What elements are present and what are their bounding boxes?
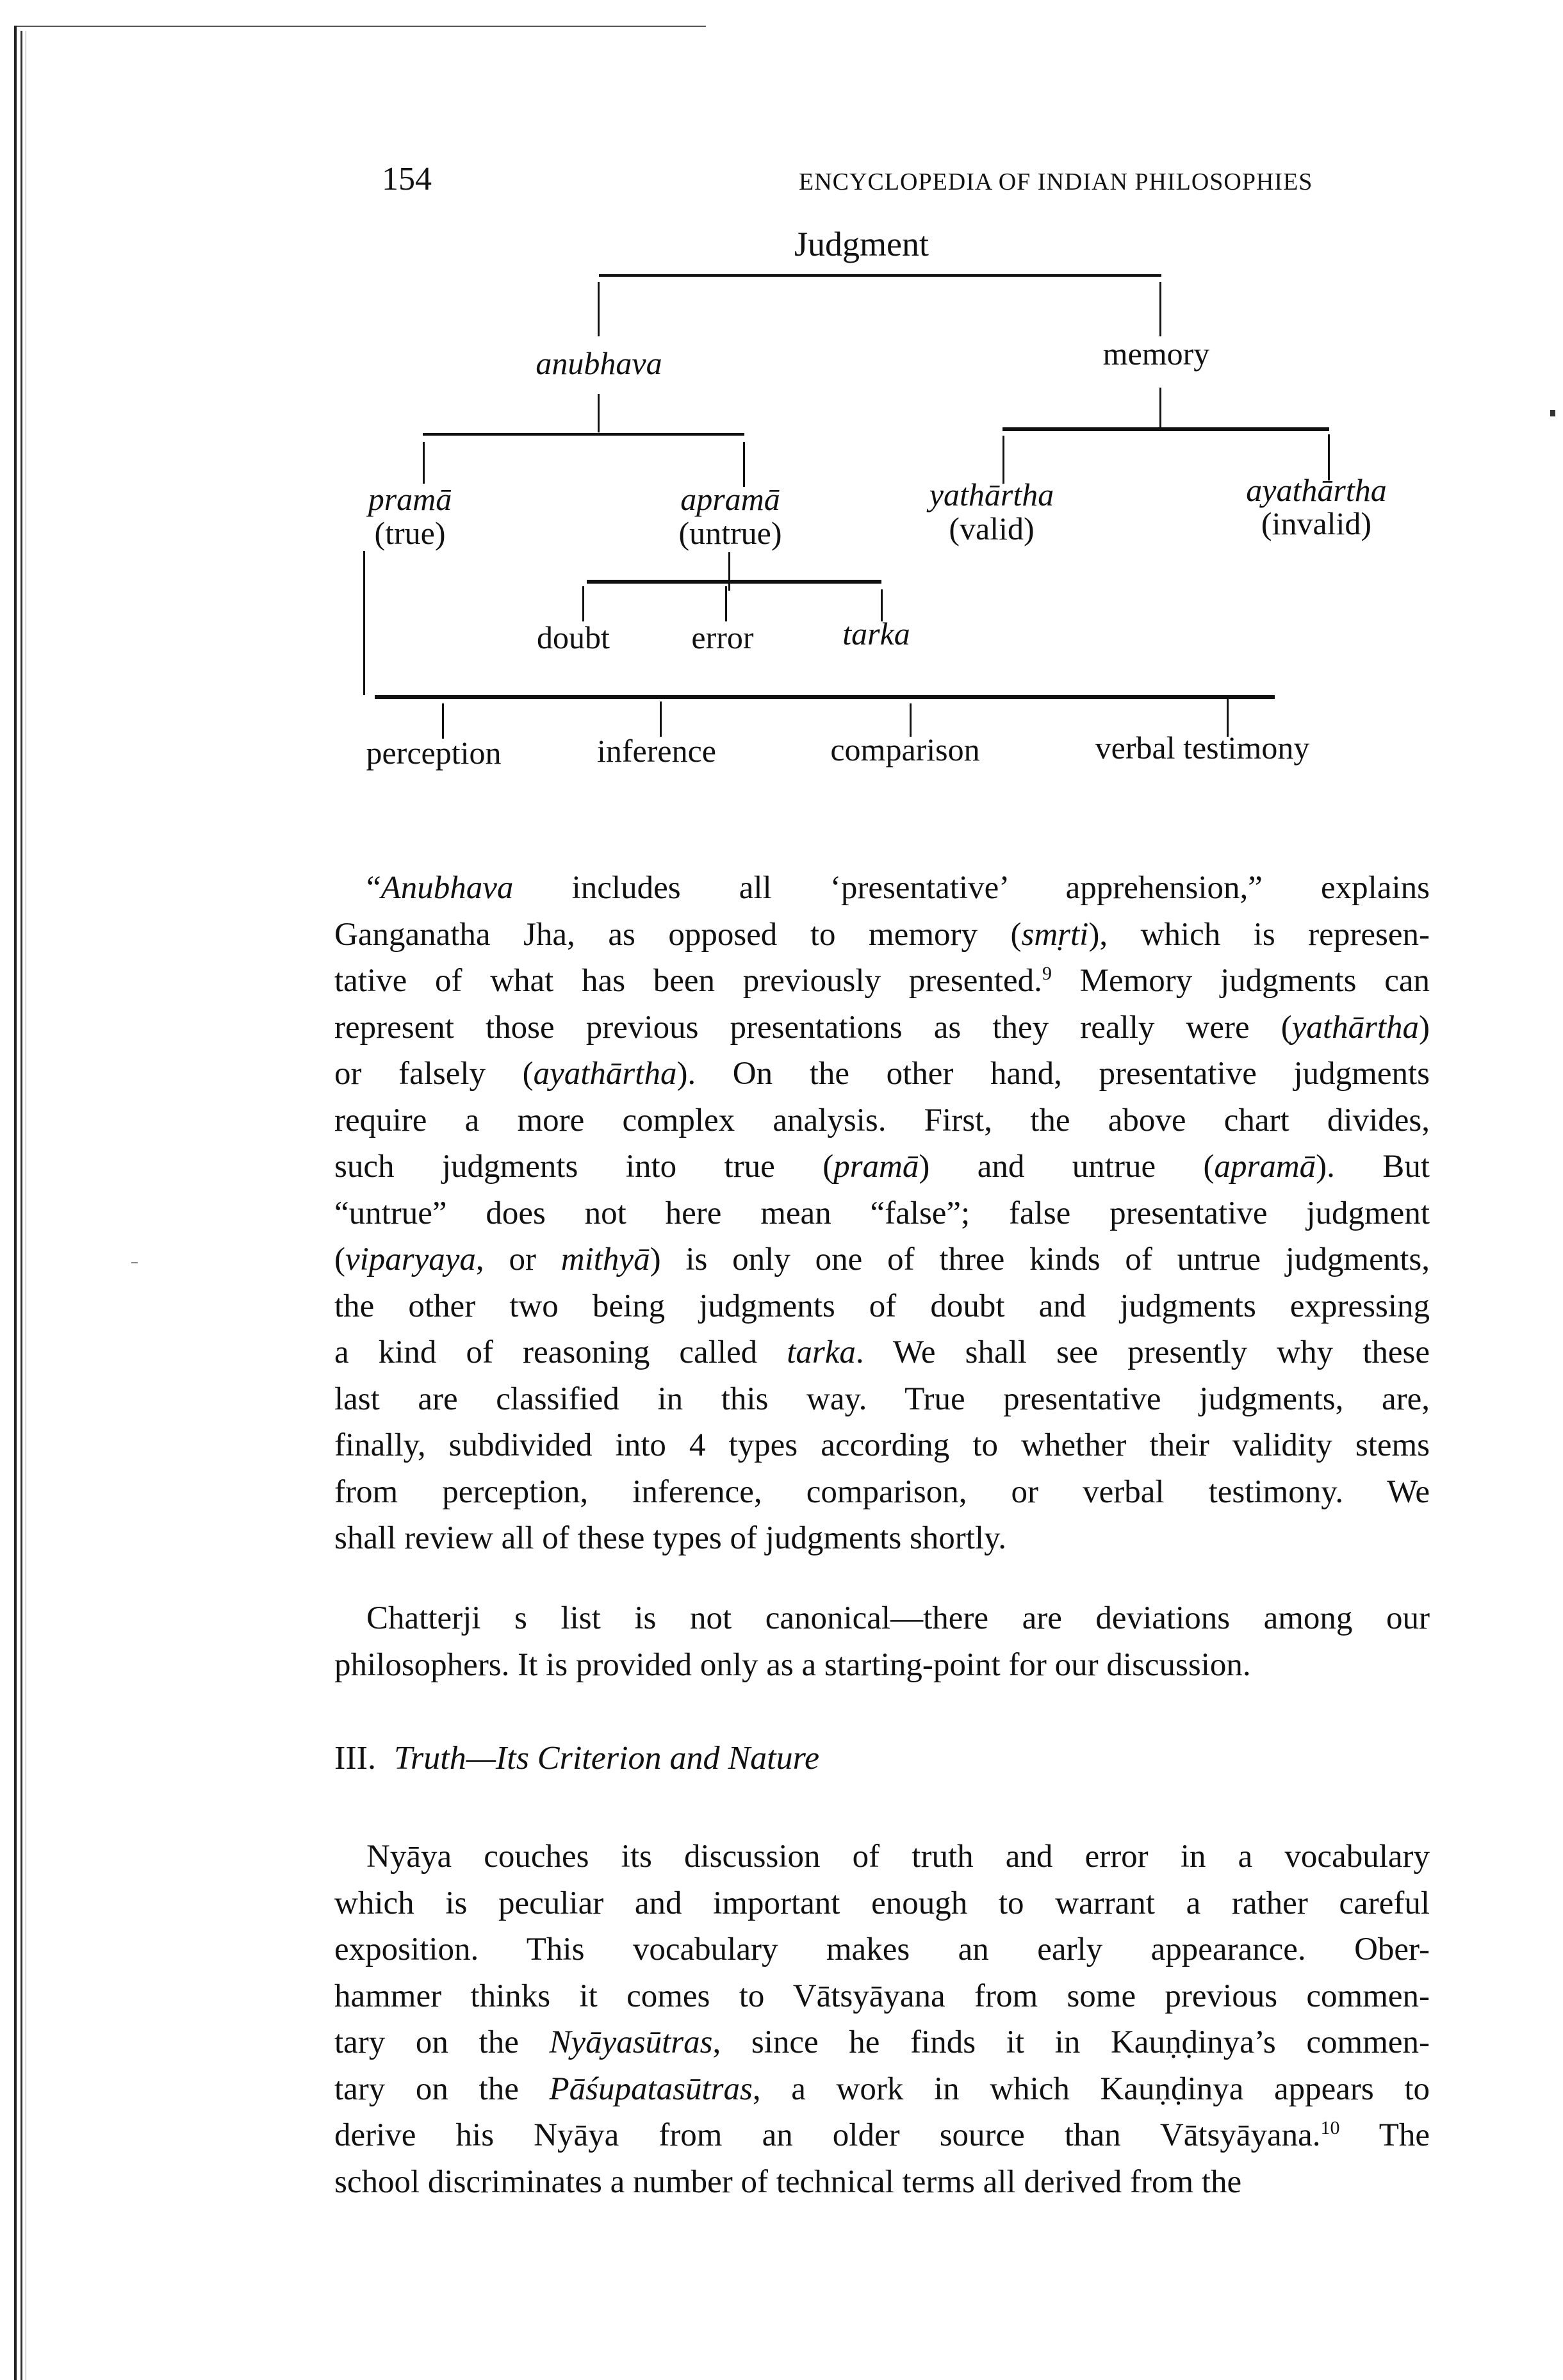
text-run: which is peculiar and important enough to warrant a rather careful: [334, 1885, 1430, 1921]
text-line: [334, 2159, 1430, 2206]
text-line: [334, 1283, 1430, 1330]
node-doubt: doubt: [537, 620, 610, 655]
italic-term: tarka: [787, 1334, 856, 1370]
connector-inference-up: [660, 702, 662, 737]
paragraph-lines: [334, 1595, 1430, 1688]
text-run: the other two being judgments of doubt and judgments expressing: [334, 1288, 1430, 1324]
text-line: [334, 2112, 1430, 2159]
text-run: ). On the other hand, presentative judgments: [676, 1056, 1430, 1092]
text-line: [334, 912, 1430, 958]
italic-term: smṛti: [1021, 916, 1089, 953]
text-line: [334, 1926, 1430, 1973]
text-run: exposition. This vocabulary makes an early appearance. Ober-: [334, 1932, 1430, 1967]
connector-anubhava-down: [598, 394, 600, 432]
italic-term: yathārtha: [1291, 1009, 1420, 1046]
text-run: philosophers. It is provided only as a starting-point for our discussion.: [334, 1646, 1251, 1683]
section-title: Truth—Its Criterion and Nature: [393, 1740, 820, 1777]
text-run: ): [1419, 1009, 1430, 1046]
text-line: [334, 1469, 1430, 1516]
footnote-ref: 9: [1042, 963, 1052, 984]
node-memory: memory: [1102, 336, 1210, 372]
connector-anubhava-bar: [423, 433, 744, 436]
text-line: [334, 1515, 1430, 1562]
text-run: tary on the: [334, 2071, 550, 2107]
text-line: [334, 958, 1430, 1005]
text-run: . We shall see presently why these: [855, 1334, 1430, 1370]
paragraph-anubhava: [334, 865, 1430, 1562]
connector-judgment: [599, 274, 1161, 277]
footnote-ref: 10: [1320, 2117, 1340, 2138]
text-run: The: [1339, 2117, 1430, 2153]
text-line: [334, 1005, 1430, 1051]
text-run: require a more complex analysis. First, the above chart divides,: [334, 1102, 1430, 1138]
italic-term: mithyā: [561, 1242, 650, 1277]
paragraph-lines: [334, 865, 1430, 1562]
text-run: shall review all of these types of judgments shortly.: [334, 1520, 1007, 1556]
node-prama: pramā: [368, 481, 452, 517]
margin-mark: [1550, 410, 1555, 416]
node-perception: perception: [366, 735, 502, 771]
text-run: tary on the: [334, 2024, 550, 2060]
text-line: [334, 1236, 1430, 1283]
text-run: school discriminates a number of technical terms all derived from the: [334, 2163, 1242, 2200]
node-ayathartha: ayathārtha: [1246, 472, 1387, 508]
text-line: [334, 1422, 1430, 1469]
text-run: , or: [475, 1242, 561, 1277]
text-line: [334, 1834, 1430, 1880]
italic-term: viparyaya: [345, 1242, 476, 1277]
text-run: ) is only one of three kinds of untrue judgments,: [650, 1242, 1430, 1277]
text-line: [334, 1097, 1430, 1144]
connector-memory-down: [1159, 388, 1161, 429]
margin-mark: [131, 1262, 138, 1263]
running-head: ENCYCLOPEDIA OF INDIAN PHILOSOPHIES: [799, 168, 1313, 195]
text-line: [334, 1051, 1430, 1097]
text-run: last are classified in this way. True presentative judgments, are,: [334, 1381, 1430, 1417]
text-run: , a work in which Kauṇḍinya appears to: [752, 2071, 1430, 2107]
node-verbal-testimony: verbal testimony: [1095, 730, 1310, 766]
italic-term: Pāśupatasūtras: [549, 2071, 753, 2107]
text-line: [334, 1190, 1430, 1237]
node-yathartha-gloss: (valid): [949, 511, 1035, 546]
text-line: [334, 1595, 1430, 1642]
text-run: hammer thinks it comes to Vātsyāyana from some previous commen-: [334, 1978, 1430, 2014]
italic-term: pramā: [833, 1149, 919, 1185]
connector-memory-bar: [1002, 427, 1329, 431]
text-run: ), which is represen-: [1088, 916, 1430, 953]
italic-term: Anubhava: [381, 870, 514, 906]
text-line: [334, 2066, 1430, 2113]
text-run: ) and untrue (: [919, 1149, 1215, 1185]
text-run: represent those previous presentations as they really were (: [334, 1009, 1292, 1046]
node-inference: inference: [597, 733, 716, 769]
node-aprama-gloss: (untrue): [678, 515, 782, 551]
page-number: 154: [382, 161, 432, 197]
connector-sources-bar: [375, 695, 1275, 699]
section-number: III.: [334, 1740, 376, 1777]
text-run: a kind of reasoning called: [334, 1334, 787, 1370]
node-aprama: apramā: [680, 481, 780, 517]
section-heading: [334, 1739, 819, 1777]
text-line: [334, 865, 1430, 912]
italic-term: apramā: [1214, 1149, 1316, 1185]
text-line: [334, 1376, 1430, 1423]
node-anubhava: anubhava: [536, 345, 662, 381]
connector-memory-up: [1159, 282, 1161, 336]
node-tarka: tarka: [842, 616, 910, 652]
connector-perception-up: [442, 703, 444, 739]
connector-prama-up: [423, 442, 425, 484]
text-run: includes all ‘presentative’ apprehension,” explains: [513, 870, 1430, 906]
node-error: error: [691, 620, 754, 655]
node-comparison: comparison: [830, 732, 980, 767]
connector-aprama-down: [728, 552, 730, 591]
text-run: Nyāya couches its discussion of truth and error in a vocabulary: [366, 1839, 1430, 1875]
text-run: “untrue” does not here mean “false”; false presentative judgment: [334, 1195, 1430, 1231]
text-run: “: [366, 870, 381, 906]
scan-border-left: [14, 26, 17, 2380]
text-run: from perception, inference, comparison, or verbal testimony. We: [334, 1473, 1430, 1510]
paragraph-nyaya-vocabulary: [334, 1834, 1430, 2205]
scan-border-top: [14, 26, 706, 27]
connector-aprama-up: [743, 442, 745, 487]
node-yathartha: yathārtha: [929, 477, 1054, 513]
text-run: , since he finds it in Kauṇḍinya’s commen-: [712, 2024, 1430, 2060]
scan-border-left-inner: [20, 31, 22, 2380]
italic-term: Nyāyasūtras: [549, 2024, 713, 2060]
text-line: [334, 1642, 1430, 1689]
text-run: derive his Nyāya from an older source than Vātsyāyana.: [334, 2117, 1321, 2153]
text-run: Chatterji s list is not canonical—there are deviations among our: [366, 1600, 1430, 1636]
italic-term: ayathārtha: [533, 1056, 677, 1092]
text-run: or falsely (: [334, 1056, 534, 1092]
connector-anubhava-up: [598, 282, 600, 336]
connector-aprama-bar: [587, 580, 881, 584]
node-prama-gloss: (true): [374, 515, 446, 551]
text-run: tative of what has been previously presented.: [334, 963, 1042, 999]
text-line: [334, 2019, 1430, 2066]
text-run: ). But: [1316, 1149, 1430, 1185]
paragraph-lines: [334, 1834, 1430, 2205]
text-run: Ganganatha Jha, as opposed to memory (: [334, 916, 1022, 953]
text-line: [334, 1144, 1430, 1190]
text-run: finally, subdivided into 4 types according to whether their validity stems: [334, 1427, 1430, 1463]
text-line: [334, 1973, 1430, 2020]
text-line: [334, 1880, 1430, 1927]
diagram-title: Judgment: [794, 225, 929, 263]
text-run: Memory judgments can: [1051, 963, 1430, 999]
connector-prama-down: [363, 551, 365, 695]
node-ayathartha-gloss: (invalid): [1261, 505, 1372, 541]
connector-doubt-up: [582, 586, 584, 621]
paragraph-chatterji: [334, 1595, 1430, 1688]
text-run: (: [334, 1242, 345, 1277]
connector-error-up: [725, 586, 727, 621]
text-line: [334, 1329, 1430, 1376]
text-run: such judgments into true (: [334, 1149, 834, 1185]
